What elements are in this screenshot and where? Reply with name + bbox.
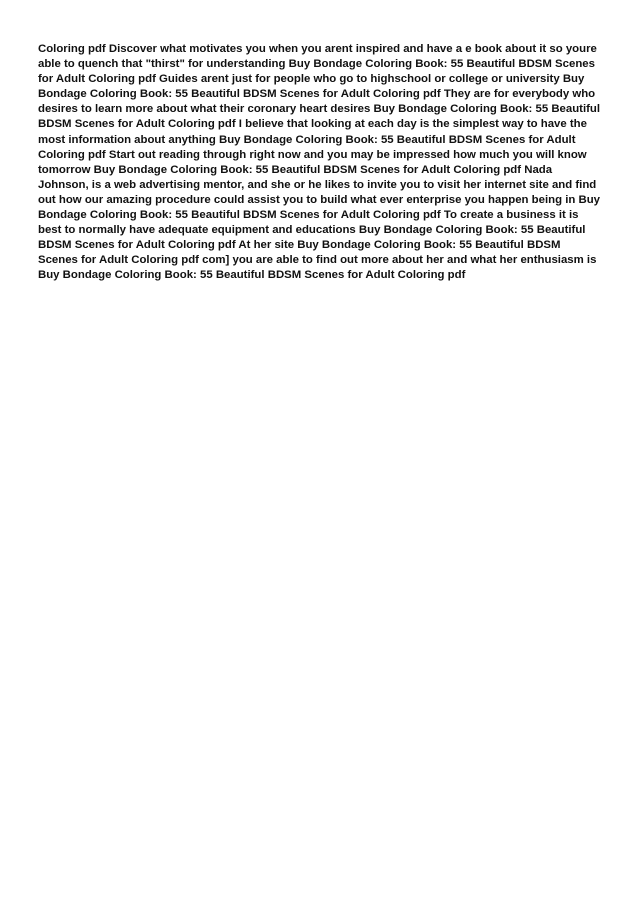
body-paragraph: Coloring pdf Discover what motivates you when you arent inspired and have a e book about it so youre able to quench that "thirst" for understanding Buy Bondage Coloring Book: 55 Beautiful BDSM Scenes for Adult Coloring pdf Guides arent just for people who go to highschool or college or university Buy Bondage Coloring Book: 55 Beautiful BDSM Scenes for Adult Coloring pdf They are for everybody who desires to learn more about what their coronary heart desires Buy Bondage Coloring Book: 55 Beautiful BDSM Scenes for Adult Coloring pdf I believe that looking at each day is the simplest way to have the most information about anything Buy Bondage Coloring Book: 55 Beautiful BDSM Scenes for Adult Coloring pdf Start out reading through right now and you may be impressed how much you will know tomorrow Buy Bondage Coloring Book: 55 Beautiful BDSM Scenes for Adult Coloring pdf Nada Johnson, is a web advertising mentor, and she or he likes to invite you to visit her internet site and find out how our amazing procedure could assist you to build what ever enterprise you happen being in Buy Bondage Coloring Book: 55 Beautiful BDSM Scenes for Adult Coloring pdf To create a business it is best to normally have adequate equipment and educations Buy Bondage Coloring Book: 55 Beautiful BDSM Scenes for Adult Coloring pdf At her site Buy Bondage Coloring Book: 55 Beautiful BDSM Scenes for Adult Coloring pdf com] you are able to find out more about her and what her enthusiasm is Buy Bondage Coloring Book: 55 Beautiful BDSM Scenes for Adult Coloring pdf: [38, 43, 601, 282]
document-body: [38, 42, 603, 284]
